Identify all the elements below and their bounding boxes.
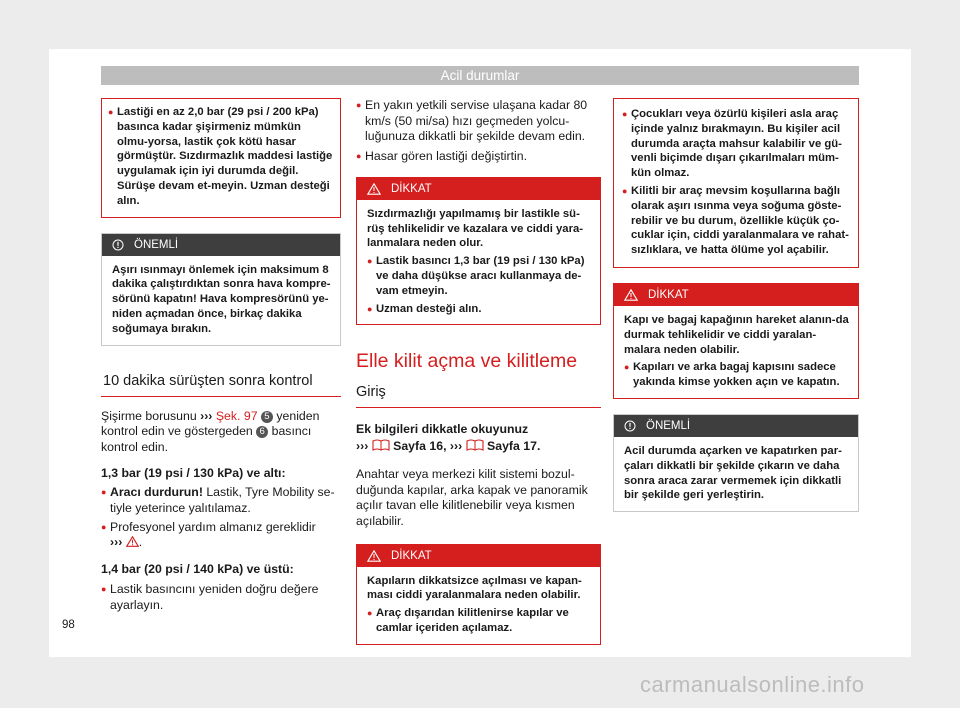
subheading: 1,4 bar (20 psi / 140 kPa) ve üstü: <box>101 562 294 577</box>
section-title: Giriş <box>356 383 601 408</box>
warning-triangle-icon <box>624 289 638 301</box>
section-title: 10 dakika sürüşten sonra kontrol <box>101 372 341 397</box>
warning-item: ● Lastik basıncı 1,3 bar (19 psi / 130 kPa) ve daha düşükse aracı kullanmaya de-vam etmeyin. <box>367 254 592 298</box>
warning-list <box>108 105 334 209</box>
bullet-list <box>101 485 341 552</box>
warning-triangle-icon <box>367 183 381 195</box>
item-text: Lastik, Tyre Mobility se-tiyle yeterince yalıtılamaz. <box>110 485 335 516</box>
list-item <box>101 485 341 516</box>
page-ref-link[interactable]: Sayfa 17 <box>487 439 537 454</box>
page-header: Acil durumlar <box>101 66 859 85</box>
sep: , <box>443 439 447 454</box>
bullet-list <box>356 98 601 165</box>
warning-text: Sızdırmazlığı yapılmamış bir lastikle sü-rüş tehlikelidir ve kazalara ve ciddi yara-lanmalara neden olur. <box>367 207 584 250</box>
list-item <box>101 520 341 552</box>
note-heading: ÖNEMLİ <box>134 238 179 251</box>
page-number: 98 <box>62 619 75 631</box>
page-ref-link[interactable]: Sayfa 16 <box>393 439 444 454</box>
item-text: . <box>138 535 143 550</box>
warning-list <box>367 606 592 636</box>
warning-box <box>613 283 859 399</box>
note-header <box>614 415 858 437</box>
warning-item: ● Lastiği en az 2,0 bar (29 psi / 200 kPa) basınca kadar şişirmeniz mümkün olmu-yorsa, lastik çok kötü hasar görmüştür. Sızdırmazlık maddesi lastiğe uygulamak için iyi durumda değil. Sürüşe devam et-meyin. Uzman desteği alın. <box>108 105 334 209</box>
warning-item: ● Kapıları ve arka bagaj kapısını sadece yakında kimse yokken açın ve kapatın. <box>624 360 850 390</box>
warning-header <box>357 178 600 200</box>
warning-body <box>357 200 600 325</box>
note-text: Aşırı ısınmayı önlemek için maksimum 8 dakika çalıştırdıktan sonra hava kompre-sörünü kapatın! Hava kompresörünü ye-niden açmadan önce, birkaç dakika soğumaya bırakın. <box>112 263 331 335</box>
warning-list <box>624 360 850 390</box>
warning-triangle-icon <box>126 536 139 552</box>
para-text: Şişirme borusunu <box>101 408 197 423</box>
warning-header <box>614 284 858 306</box>
warning-triangle-icon <box>367 550 381 562</box>
note-text: Acil durumda açarken ve kapatırken par-çaları dikkatli bir şekilde çıkarın ve daha sonra araca zarar vermemek için dikkatli bir şekilde geri yerleştirin. <box>624 444 842 502</box>
extra-heading: Ek bilgileri dikkatle okuyunuz <box>356 422 529 437</box>
note-box <box>101 233 341 346</box>
book-icon <box>372 438 390 457</box>
figure-link[interactable]: Şek. 97 <box>215 408 258 423</box>
warning-header <box>357 545 600 567</box>
list-item: ● Hasar gören lastiği değiştirtin. <box>356 149 601 165</box>
callout-number: 5 <box>261 411 273 423</box>
warning-box <box>356 177 601 326</box>
column-middle <box>356 98 601 645</box>
note-header <box>102 234 340 256</box>
list-item: ● Lastik basıncını yeniden doğru değere ayarlayın. <box>101 582 341 613</box>
warning-list <box>622 107 852 258</box>
warning-text: Kapı ve bagaj kapağının hareket alanın-da durmak tehlikelidir ve ciddi yaralan-malara neden olabilir. <box>624 313 849 356</box>
book-icon <box>466 438 484 457</box>
sep: . <box>536 439 541 454</box>
arrow-ref: ››› <box>110 535 123 550</box>
warning-body <box>614 306 858 398</box>
column-right <box>613 98 859 512</box>
bullet-list <box>101 582 341 613</box>
extra-info <box>356 422 601 456</box>
arrow-ref: ››› <box>356 439 369 454</box>
bold-text: Aracı durdurun! <box>110 485 203 500</box>
note-heading: ÖNEMLİ <box>646 419 691 432</box>
warning-heading: DİKKAT <box>391 549 432 562</box>
watermark: carmanualsonline.info <box>640 672 865 697</box>
column-left <box>101 98 341 613</box>
para-text: basıncı kontrol edin. <box>101 424 312 454</box>
warning-heading: DİKKAT <box>648 288 689 301</box>
paragraph-check <box>101 409 341 456</box>
info-circle-icon <box>112 239 124 251</box>
warning-continued-box <box>613 98 859 268</box>
warning-item: ● Uzman desteği alın. <box>367 302 592 317</box>
item-text: Profesyonel yardım almanız gereklidir <box>110 519 316 534</box>
chapter-title: Elle kilit açma ve kilitleme <box>356 350 578 373</box>
warning-text: Kapıların dikkatsizce açılması ve kapan-ması ciddi yaralanmalara neden olabilir. <box>367 574 582 602</box>
list-item: ● En yakın yetkili servise ulaşana kadar 80 km/s (50 mi/sa) hızı geçmeden yolcu-luğunuza dikkatli bir şekilde devam edin. <box>356 98 601 145</box>
warning-continued-box <box>101 98 341 218</box>
warning-heading: DİKKAT <box>391 182 432 195</box>
arrow-ref: ››› <box>200 408 213 423</box>
callout-number: 6 <box>256 426 268 438</box>
warning-item: ● Çocukları veya özürlü kişileri asla araç içinde yalnız bırakmayın. Bu kişiler acil durumda araçta mahsur kalabilir ve gü-venli biçimde dışarı çıkarılmaları müm-kün olmaz. <box>622 107 852 181</box>
info-circle-icon <box>624 420 636 432</box>
para-text: yeniden kontrol edin ve göstergeden <box>101 408 320 439</box>
subheading: 1,3 bar (19 psi / 130 kPa) ve altı: <box>101 465 286 480</box>
note-box <box>613 414 859 512</box>
warning-item: ● Kilitli bir araç mevsim koşullarına bağlı olarak aşırı ısınma veya soğuma göste-rebilir ve bu durum, özellikle küçük ço-cuklar için, ciddi yaralanmalara ve rahat-sızlıklara, ve hatta ölüme yol açabilir. <box>622 184 852 258</box>
warning-list <box>367 254 592 316</box>
arrow-ref: ››› <box>449 439 463 454</box>
warning-box <box>356 544 601 645</box>
warning-body <box>357 567 600 644</box>
paragraph: Anahtar veya merkezi kilit sistemi bozul-duğunda kapılar, arka kapak ve panoramik açılır tavan elle kilitlenebilir veya kısmen açılabilir. <box>356 466 588 528</box>
warning-item: ● Araç dışarıdan kilitlenirse kapılar ve camlar içeriden açılamaz. <box>367 606 592 636</box>
